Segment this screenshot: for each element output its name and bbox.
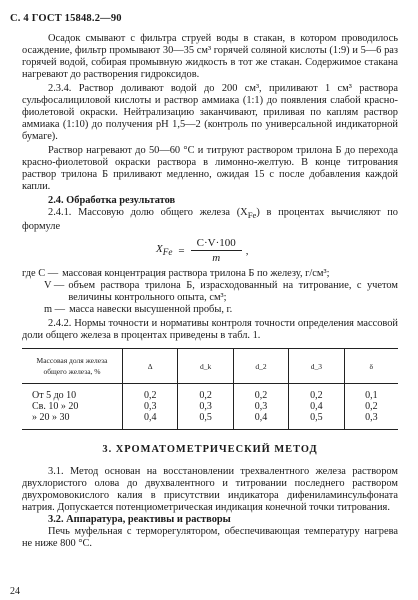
table-cell: 0,4 bbox=[123, 412, 178, 430]
heading-3-2 bbox=[22, 514, 398, 526]
table-cell: » 20 » 30 bbox=[22, 412, 123, 430]
formula-fraction bbox=[191, 237, 242, 264]
formula-numerator: C·V·100 bbox=[191, 237, 242, 251]
page-header: С. 4 ГОСТ 15848.2—90 bbox=[10, 13, 122, 24]
formula bbox=[156, 237, 398, 264]
table-row bbox=[22, 412, 398, 430]
table-cell: 0,5 bbox=[289, 412, 344, 430]
definition-v-symbol: V — bbox=[44, 280, 65, 292]
heading-2-4-text: 2.4. Обработка результатов bbox=[48, 195, 176, 206]
definition-m-symbol: m — bbox=[44, 304, 66, 316]
paragraph-2-4-1-sub: Fe bbox=[247, 210, 257, 221]
paragraph-2-4-2: 2.4.2. Нормы точности и нормативы контроля точности определения массовой доли общего железа в процентах приведены в табл. 1. bbox=[22, 318, 398, 342]
definition-c-text: массовая концентрация раствора трилона Б по железу, г/см³; bbox=[62, 268, 330, 280]
table-cell: Св. 10 » 20 bbox=[32, 401, 79, 413]
definition-v bbox=[22, 280, 398, 304]
table-cell: 0,1 bbox=[344, 384, 398, 402]
paragraph-3-1: 3.1. Метод основан на восстановлении трехвалентного железа раствором двухлористого олова до двухвалентного и титровании последнего раствором двухромовокислого калия в присутствии индикатора дифениламинсульфоната натрия. Допускается потенциометрическая индикация конечной точки титрования. bbox=[22, 466, 398, 514]
table-cell: 0,2 bbox=[178, 384, 233, 402]
formula-lhs: $X_{Fe}$ bbox=[156, 242, 173, 258]
table-cell: 0,3 bbox=[233, 401, 288, 412]
table-header-cell: Δ bbox=[123, 349, 178, 384]
table-header-cell: Массовая доля железа общего железа, % bbox=[22, 349, 123, 384]
table-header-cell: d_3 bbox=[289, 349, 344, 384]
paragraph-2-4-1-start: 2.4.1. Массовую долю общего железа (X bbox=[48, 207, 248, 218]
section-3-title: 3. ХРОМАТОМЕТРИЧЕСКИЙ МЕТОД bbox=[102, 444, 318, 456]
table-cell: 0,5 bbox=[178, 412, 233, 430]
paragraph-intro: Осадок смывают с фильтра струей воды в стакан, в котором проводилось осаждение, фильтр промывают 30—35 см³ горячей соляной кислоты (1:9) и 5—6 раз горячей водой, собирая промывную жидкость в тот же стакан. Содержимое стакана нагревают до растворения гидроксидов. bbox=[22, 33, 398, 80]
table-cell: 0,3 bbox=[123, 401, 178, 412]
table-header-cell: δ bbox=[344, 349, 398, 384]
definition-m bbox=[22, 304, 398, 316]
paragraph-3-2-1: Печь муфельная с терморегулятором, обеспечивающая температуру нагрева не ниже 800 °С. bbox=[22, 526, 398, 550]
page-content bbox=[22, 33, 398, 550]
paragraph-2-4-1-end: ) в процентах вычисляют по формуле bbox=[22, 207, 398, 233]
definition-v-text: объем раствора трилона Б, израсходованный на титрование, с учетом величины контрольного опыта, см³; bbox=[68, 280, 398, 304]
heading-2-4 bbox=[22, 195, 398, 207]
table-cell: 0,4 bbox=[289, 401, 344, 412]
table-row bbox=[22, 384, 398, 402]
paragraph-2-4-1 bbox=[22, 207, 398, 233]
formula-denominator: m bbox=[212, 252, 221, 265]
paragraph-heating: Раствор нагревают до 50—60 °С и титруют раствором трилона Б до перехода красно-фиолетовой окраски раствора в лимонно-желтую. В конце титрования раствор трилона Б приливают медленно, ожидая 15 с после добавления каждой капли. bbox=[22, 145, 398, 192]
formula-tail: , bbox=[245, 244, 249, 257]
table-1 bbox=[22, 348, 398, 430]
table-cell: 0,2 bbox=[344, 401, 398, 412]
table-header-cell: d_k bbox=[178, 349, 233, 384]
paragraph-2-3-4: 2.3.4. Раствор доливают водой до 200 см³, приливают 1 см³ раствора сульфосалициловой кислоты и раствор аммиака (1:1) до появления слабой красно-фиолетовой окраски. Нейтрализацию заканчивают, приливая по каплям раствор аммиака (1:10) до получения рН 1,5—2 (контроль по универсальной индикаторной бумаге). bbox=[22, 83, 398, 142]
definition-c-symbol: где C — bbox=[22, 268, 59, 280]
table-row bbox=[22, 401, 398, 412]
formula-equals: = bbox=[178, 244, 185, 257]
table-cell: 0,3 bbox=[178, 401, 233, 412]
table-cell: От 5 до 10 bbox=[32, 390, 77, 402]
table-header-row bbox=[22, 349, 398, 384]
heading-3-2-text: 3.2. Аппаратура, реактивы и растворы bbox=[48, 514, 231, 526]
table-cell: 0,2 bbox=[289, 384, 344, 402]
table-cell: 0,2 bbox=[233, 384, 288, 402]
definition-m-text: масса навески высушенной пробы, г. bbox=[69, 304, 233, 316]
table-header-cell: d_2 bbox=[233, 349, 288, 384]
definition-c bbox=[22, 268, 398, 280]
table-cell: 0,4 bbox=[233, 412, 288, 430]
page-number: 24 bbox=[10, 586, 20, 597]
table-cell: 0,2 bbox=[123, 384, 178, 402]
table-cell: 0,3 bbox=[344, 412, 398, 430]
